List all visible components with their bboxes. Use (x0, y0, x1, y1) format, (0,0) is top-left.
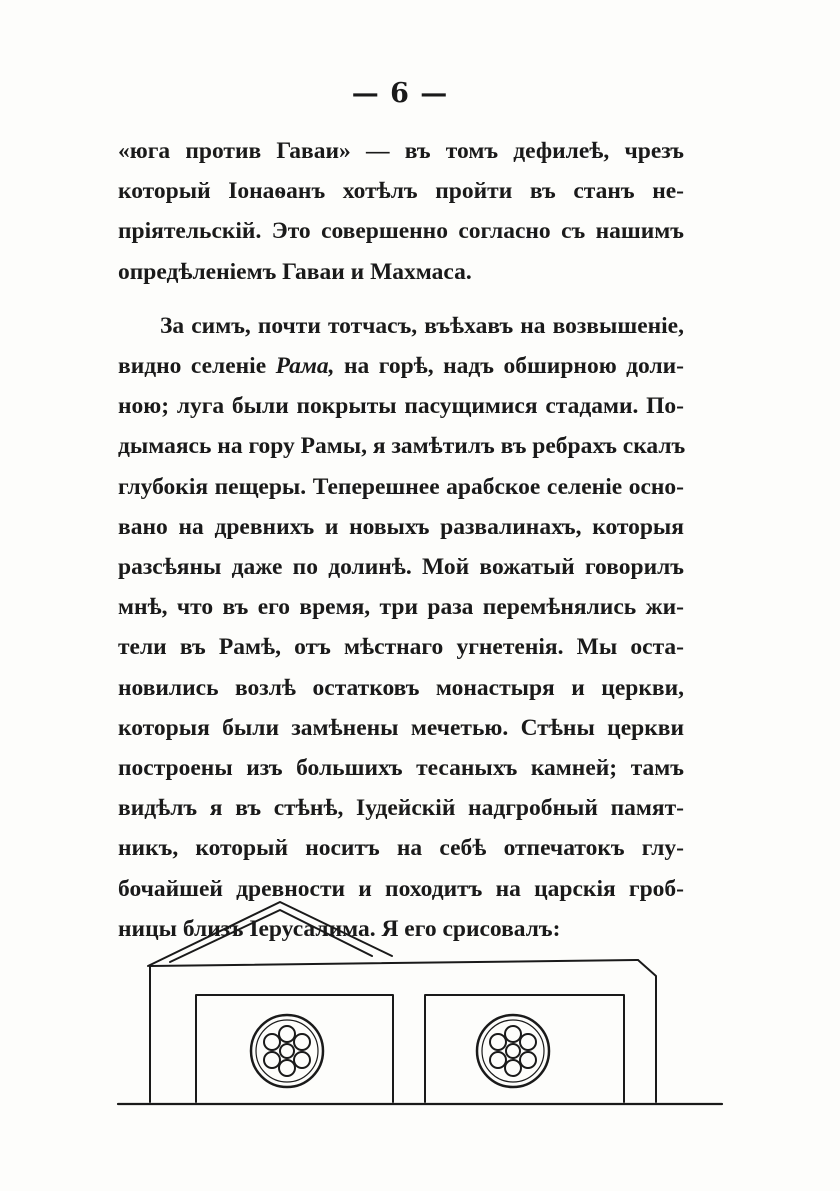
rosette-right-icon (477, 1015, 549, 1087)
text-line: ницы близъ Іерусалима. Я его срисовалъ: (118, 915, 561, 942)
paragraph-2 (118, 306, 684, 949)
text-line: тели въ Рамѣ, отъ мѣстнаго угнетенія. Мы оста- (118, 634, 684, 661)
tomb-drawing (0, 880, 840, 1130)
page-number: — 6 — (351, 78, 449, 109)
rosette-left-icon (251, 1015, 323, 1087)
text-line (118, 346, 684, 386)
text-line: дымаясь на гору Рамы, я замѣтилъ въ ребрахъ скалъ (118, 433, 686, 460)
text-line: глубокія пещеры. Теперешнее арабское селеніе осно- (118, 473, 684, 500)
text-line: пріятельскій. Это совершенно согласно съ нашимъ (118, 218, 684, 245)
text-line: никъ, который носитъ на себѣ отпечатокъ глу- (118, 835, 684, 862)
text-line: ною; луга были покрыты пасущимися стадами. По- (118, 393, 684, 420)
text-fragment: видно селеніе (118, 353, 276, 380)
text-line: разсѣяны даже по долинѣ. Мой вожатый говорилъ (118, 554, 684, 581)
text-fragment: на горѣ, надъ обширною доли- (334, 353, 684, 380)
paragraph-1 (118, 131, 684, 292)
text-line: мнѣ, что въ его время, три раза перемѣнялись жи- (118, 594, 684, 621)
pediment-inner (170, 910, 372, 962)
text-line: вано на древнихъ и новыхъ развалинахъ, которыя (118, 513, 684, 540)
text-line: «юга против Гаваи» — въ томъ дефилеѣ, чрезъ (118, 138, 684, 164)
text-line: который Іонаѳанъ хотѣлъ пройти въ станъ не- (118, 178, 684, 205)
text-line: новились возлѣ остатковъ монастыря и церкви, (118, 674, 684, 701)
text-line: опредѣленіемъ Гаваи и Махмаса. (118, 258, 472, 285)
text-line: бочайшей древности и походитъ на царскія гроб- (118, 875, 684, 902)
text-line: которыя были замѣнены мечетью. Стѣны церкви (118, 714, 684, 741)
pediment-outer (148, 902, 392, 966)
facade-right (638, 960, 656, 1102)
text-body (118, 131, 684, 949)
place-name-rama: Рама, (275, 353, 335, 380)
text-line: За симъ, почти тотчасъ, въѣхавъ на возвышеніе, (160, 312, 684, 339)
text-line: видѣлъ я въ стѣнѣ, Іудейскій надгробный памят- (118, 795, 684, 822)
text-line: построены изъ большихъ тесаныхъ камней; тамъ (118, 755, 684, 782)
pediment-base (150, 960, 638, 966)
